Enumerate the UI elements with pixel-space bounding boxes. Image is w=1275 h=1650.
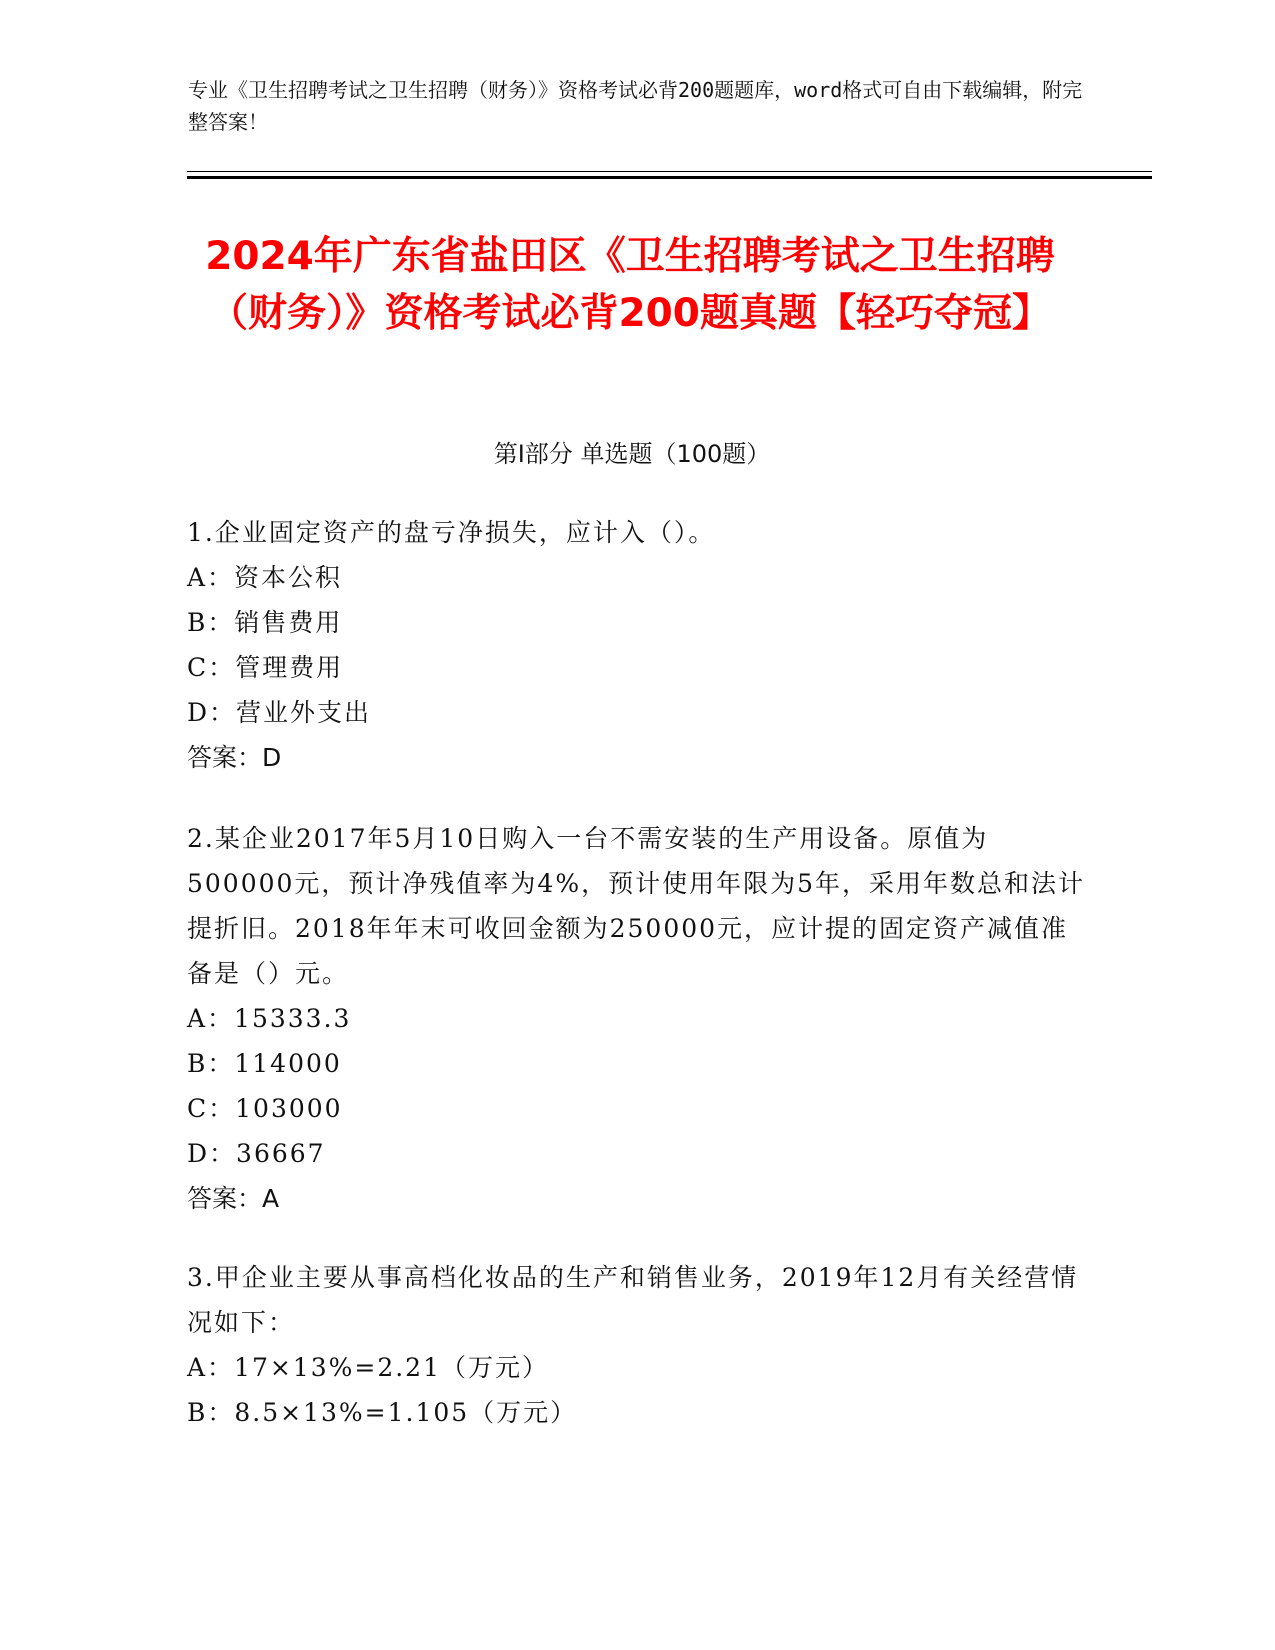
answer-line: 答案：A xyxy=(187,1184,280,1213)
header-divider-thick xyxy=(187,176,1152,179)
option-b: B：销售费用 xyxy=(187,608,343,637)
option-d: D：36667 xyxy=(187,1139,326,1168)
question-3 xyxy=(187,1255,1092,1435)
option-b: B：114000 xyxy=(187,1049,342,1078)
question-1 xyxy=(187,510,1092,780)
question-stem: 3.甲企业主要从事高档化妆品的生产和销售业务，2019年12月有关经营情况如下： xyxy=(187,1263,1079,1337)
document-title: 2024年广东省盐田区《卫生招聘考试之卫生招聘（财务）》资格考试必背200题真题【轻巧夺冠】 xyxy=(205,234,1055,336)
section-title: 第I部分 单选题（100题） xyxy=(493,440,771,468)
question-2 xyxy=(187,816,1092,1221)
option-d: D：营业外支出 xyxy=(187,698,372,727)
answer-line: 答案：D xyxy=(187,743,282,772)
option-a: A：17×13%=2.21（万元） xyxy=(187,1353,549,1382)
option-b: B：8.5×13%=1.105（万元） xyxy=(187,1398,578,1427)
question-stem: 2.某企业2017年5月10日购入一台不需安装的生产用设备。原值为500000元，预计净残值率为4%，预计使用年限为5年，采用年数总和法计提折旧。2018年年末可收回金额为250000元，应计提的固定资产减值准备是（）元。 xyxy=(187,824,1086,988)
option-c: C：103000 xyxy=(187,1094,343,1123)
header-note: 专业《卫生招聘考试之卫生招聘（财务）》资格考试必背200题题库，word格式可自由下载编辑，附完整答案！ xyxy=(188,78,1083,134)
question-stem: 1.企业固定资产的盘亏净损失，应计入（）。 xyxy=(187,518,716,547)
header-divider-thin xyxy=(187,171,1152,172)
option-a: A：资本公积 xyxy=(187,563,343,592)
option-a: A：15333.3 xyxy=(187,1004,352,1033)
option-c: C：管理费用 xyxy=(187,653,344,682)
